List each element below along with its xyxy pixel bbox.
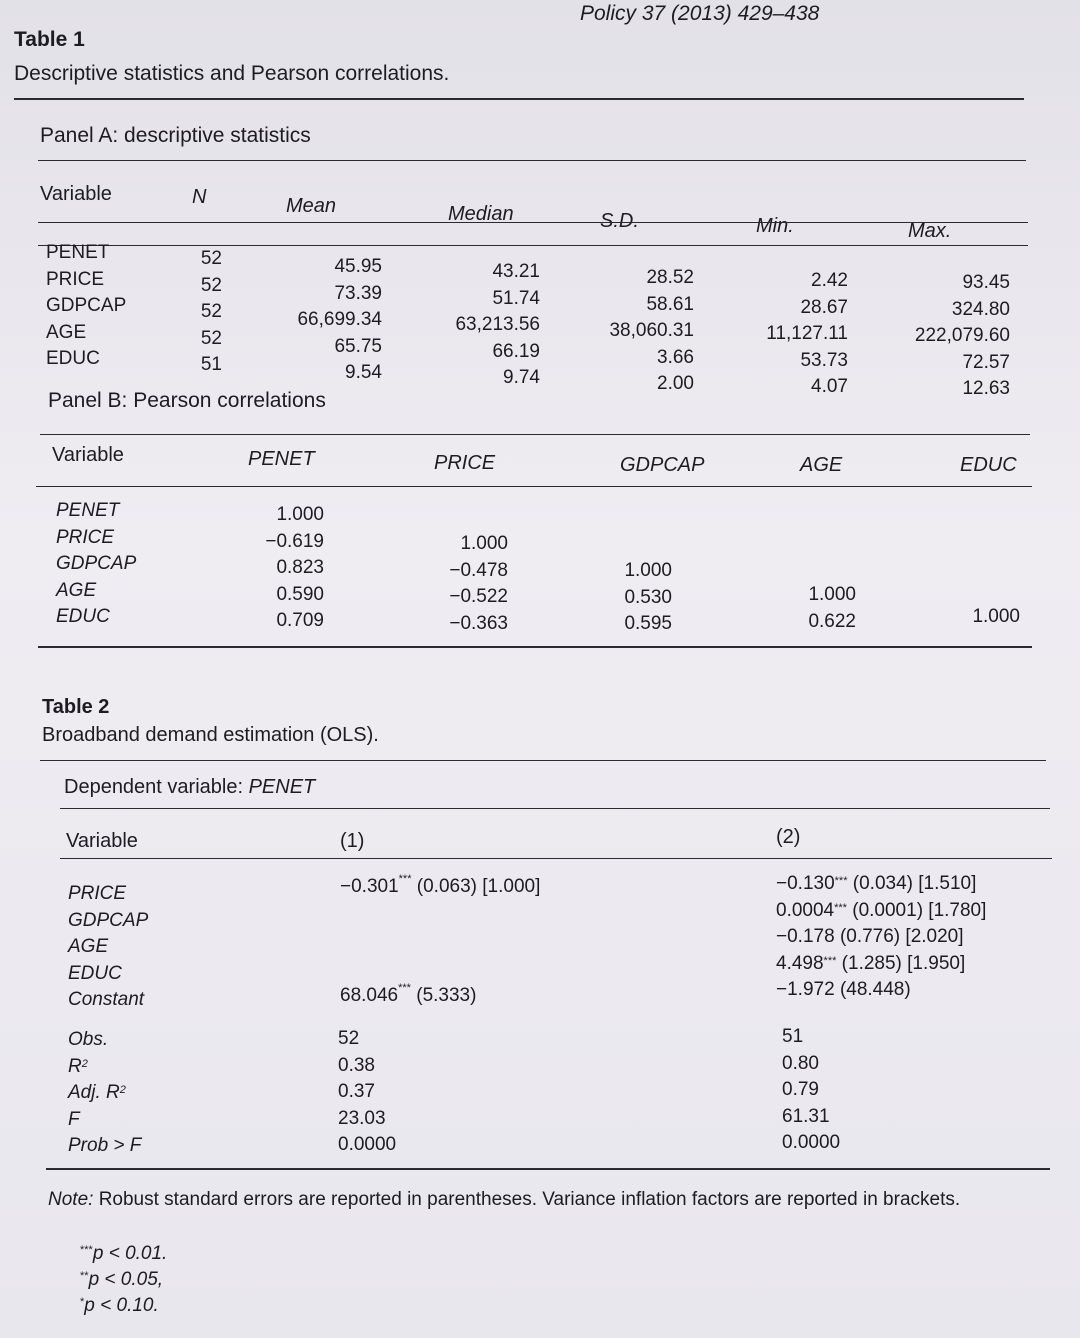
panel-a-min-column — [730, 268, 848, 401]
coef: 4.498 — [776, 952, 824, 974]
dependent-variable-name: PENET — [248, 776, 316, 798]
panel-a-sd: 2.00 — [657, 373, 694, 394]
panel-a-var: PRICE — [46, 268, 105, 290]
panel-a-min: 53.73 — [800, 349, 848, 371]
table1-label: Table 1 — [14, 28, 85, 51]
note-text: Robust standard errors are reported in parentheses. Variance inflation factors are reported in brackets. — [93, 1189, 961, 1210]
panel-a-sd: 28.52 — [646, 267, 694, 288]
stat-label-text: R — [68, 1055, 82, 1077]
panel-a-n: 52 — [200, 301, 222, 322]
panel-a-max: 93.45 — [962, 272, 1010, 293]
sig-level-2 — [80, 1266, 163, 1293]
model2-cell — [776, 898, 986, 925]
corr-cell: 0.595 — [624, 613, 672, 634]
coef: −1.972 — [776, 979, 835, 1000]
sig-stars: * — [80, 1296, 85, 1308]
panel-a-col-max: Max. — [908, 220, 952, 242]
table2-dep-rule — [60, 808, 1050, 809]
panel-a-mean: 66,699.34 — [297, 309, 382, 330]
panel-a-min: 28.67 — [800, 296, 848, 318]
table2-label: Table 2 — [42, 696, 110, 718]
corr-cell: −0.478 — [449, 559, 508, 581]
corr-cell: 1.000 — [276, 504, 324, 525]
table1-top-rule — [14, 98, 1024, 100]
coef: 0.0004 — [776, 899, 835, 921]
panel-a-sd: 38,060.31 — [609, 320, 694, 341]
panel-a-var: GDPCAP — [46, 295, 127, 316]
panel-a-min: 11,127.11 — [766, 323, 848, 344]
panel-a-max: 222,079.60 — [914, 325, 1010, 346]
stat-value: 51 — [782, 1026, 804, 1047]
stat-label: F — [68, 1108, 80, 1130]
table2-var: GDPCAP — [68, 909, 149, 931]
stat-label: Obs. — [68, 1029, 109, 1050]
corr-cell: 0.622 — [808, 610, 856, 632]
panel-a-n-column — [180, 246, 222, 379]
panel-a-col-min: Min. — [756, 215, 794, 237]
model1-constant-cell — [340, 982, 477, 1007]
panel-b-col-variable: Variable — [52, 444, 124, 466]
panel-a-variable-column — [46, 240, 126, 373]
se-vif: (0.776) [2.020] — [839, 926, 964, 947]
panel-a-max: 72.57 — [962, 351, 1010, 373]
table2-var: Constant — [68, 989, 145, 1010]
sig-text: p < 0.10. — [84, 1295, 159, 1316]
table2-caption: Broadband demand estimation (OLS). — [42, 724, 379, 746]
panel-a-max-column — [880, 270, 1010, 403]
journal-reference: Policy 37 (2013) 429–438 — [580, 2, 820, 25]
stat-value: 0.0000 — [782, 1132, 841, 1153]
se-vif: (0.063) [1.000] — [416, 876, 541, 897]
corr-cell: −0.522 — [449, 586, 508, 607]
sig-text: p < 0.01. — [92, 1243, 168, 1264]
se-vif: (1.285) [1.950] — [841, 952, 966, 974]
table2-header-rule — [60, 858, 1052, 859]
panel-a-median: 9.74 — [503, 367, 540, 388]
stat-value: 23.03 — [338, 1107, 386, 1129]
panel-a-max: 12.63 — [962, 378, 1010, 399]
panel-a-mean: 65.75 — [334, 335, 382, 357]
stat-value: 52 — [338, 1028, 360, 1049]
se: (5.333) — [416, 985, 477, 1006]
panel-b-col-educ: EDUC — [960, 454, 1017, 476]
se-vif: (0.0001) [1.780] — [852, 899, 987, 921]
stat-value: 0.80 — [782, 1052, 819, 1074]
panel-a-median: 51.74 — [492, 287, 540, 309]
panel-a-mean: 45.95 — [334, 256, 382, 277]
stat-value: 0.79 — [782, 1079, 819, 1100]
panel-b-header-rule — [36, 486, 1032, 487]
panel-b-educ-column — [950, 604, 1020, 631]
panel-a-header-rule — [38, 222, 1028, 223]
table2-top-rule — [40, 760, 1046, 761]
dependent-variable-line — [64, 776, 315, 799]
superscript: 2 — [119, 1084, 126, 1096]
panel-b-col-price: PRICE — [434, 452, 496, 474]
panel-a-mean: 73.39 — [334, 282, 382, 304]
coef: −0.130 — [776, 873, 835, 894]
stat-label: Prob > F — [68, 1135, 142, 1156]
panel-b-title: Panel B: Pearson correlations — [48, 389, 326, 412]
table2-variable-labels — [68, 881, 148, 1014]
panel-b-row-label: AGE — [56, 579, 97, 601]
panel-b-penet-column — [240, 502, 324, 635]
table2-col-model2: (2) — [776, 826, 801, 848]
panel-b-price-column — [420, 531, 508, 637]
model2-column — [776, 871, 986, 1004]
panel-a-min: 2.42 — [811, 270, 848, 291]
corr-cell: 0.530 — [624, 586, 672, 608]
panel-a-col-mean: Mean — [286, 195, 337, 217]
panel-a-median: 66.19 — [492, 340, 540, 362]
panel-a-col-sd: S.D. — [600, 210, 639, 232]
dependent-variable-prefix: Dependent variable: — [64, 776, 249, 798]
panel-a-var: PENET — [46, 242, 110, 263]
table2-stat-labels — [68, 1027, 141, 1160]
panel-b-age-column — [786, 582, 856, 635]
corr-cell: 1.000 — [972, 606, 1020, 627]
table2-var: PRICE — [68, 883, 127, 904]
panel-a-median: 43.21 — [492, 261, 540, 282]
model1-stats — [338, 1026, 396, 1159]
panel-a-median: 63,213.56 — [455, 314, 540, 335]
panel-a-sd: 58.61 — [646, 293, 694, 315]
model2-stats — [782, 1024, 840, 1157]
coef: −0.178 — [776, 926, 835, 947]
model2-cell — [776, 871, 986, 898]
sig-stars: *** — [398, 982, 411, 994]
table2-note — [48, 1186, 1068, 1213]
table1-bottom-rule — [38, 646, 1032, 648]
panel-a-mean: 9.54 — [345, 362, 382, 383]
model2-cell — [776, 977, 986, 1004]
panel-a-n: 52 — [200, 274, 222, 296]
corr-cell: 0.590 — [276, 583, 324, 605]
corr-cell: −0.619 — [265, 530, 324, 552]
stat-value: 0.37 — [338, 1081, 375, 1102]
coef: −0.301 — [340, 876, 399, 897]
panel-b-row-label: EDUC — [56, 606, 110, 627]
sig-stars: *** — [834, 901, 847, 914]
panel-a-n: 52 — [200, 327, 222, 349]
sig-stars: *** — [834, 875, 848, 887]
sig-stars: *** — [398, 873, 412, 885]
panel-b-col-age: AGE — [800, 454, 843, 476]
panel-b-row-label: PRICE — [56, 526, 115, 548]
stat-value: 61.31 — [782, 1105, 830, 1127]
se-vif: (0.034) [1.510] — [852, 873, 977, 894]
stat-label-text: Adj. R — [68, 1082, 120, 1103]
panel-b-col-gdpcap: GDPCAP — [620, 454, 705, 476]
stat-value: 0.38 — [338, 1054, 375, 1076]
panel-b-row-label: GDPCAP — [56, 553, 137, 574]
superscript: 2 — [81, 1057, 88, 1070]
stat-label — [68, 1080, 141, 1107]
stat-value: 0.0000 — [338, 1134, 397, 1155]
panel-a-n: 52 — [200, 248, 222, 269]
table2-bottom-rule — [46, 1168, 1050, 1170]
sig-stars: *** — [823, 954, 837, 967]
panel-a-sd: 3.66 — [657, 346, 694, 368]
stat-label — [68, 1054, 141, 1081]
corr-cell: 1.000 — [460, 533, 508, 554]
corr-cell: 0.823 — [276, 557, 324, 578]
panel-a-var: EDUC — [46, 348, 100, 369]
panel-b-row-label: PENET — [56, 500, 120, 521]
panel-b-rule — [40, 434, 1030, 435]
note-label: Note: — [48, 1189, 94, 1210]
se: (48.448) — [839, 979, 911, 1000]
panel-a-title: Panel A: descriptive statistics — [40, 124, 311, 147]
panel-a-var: AGE — [46, 321, 87, 343]
panel-b-gdpcap-column — [600, 558, 672, 638]
corr-cell: 1.000 — [624, 560, 672, 581]
corr-cell: 0.709 — [276, 610, 324, 631]
panel-a-col-variable: Variable — [40, 183, 112, 205]
panel-a-col-median: Median — [448, 203, 514, 225]
panel-a-rule — [38, 160, 1026, 161]
panel-a-col-n: N — [192, 186, 207, 208]
table2-col-variable: Variable — [66, 830, 138, 852]
panel-b-row-labels — [56, 498, 136, 631]
sig-level-1 — [80, 1240, 167, 1267]
table2-var: EDUC — [68, 962, 122, 984]
model2-cell — [776, 951, 986, 978]
table2-col-model1: (1) — [340, 830, 365, 852]
panel-a-max: 324.80 — [951, 298, 1010, 320]
table1-caption: Descriptive statistics and Pearson correlations. — [14, 62, 450, 85]
corr-cell: −0.363 — [449, 612, 508, 634]
panel-a-mean-column — [258, 254, 382, 387]
panel-a-sd-column — [576, 265, 694, 398]
sig-text: p < 0.05, — [88, 1269, 164, 1290]
sig-stars: *** — [80, 1244, 93, 1256]
sig-stars: ** — [80, 1270, 89, 1282]
model2-cell — [776, 924, 986, 951]
panel-a-median-column — [420, 259, 540, 392]
panel-a-min: 4.07 — [811, 376, 848, 397]
model1-price-cell — [340, 873, 541, 898]
coef: 68.046 — [340, 985, 399, 1006]
corr-cell: 1.000 — [808, 584, 856, 605]
panel-b-col-penet: PENET — [248, 448, 315, 470]
panel-a-n: 51 — [200, 354, 222, 375]
table2-var: AGE — [68, 936, 109, 957]
sig-level-3 — [80, 1292, 159, 1319]
